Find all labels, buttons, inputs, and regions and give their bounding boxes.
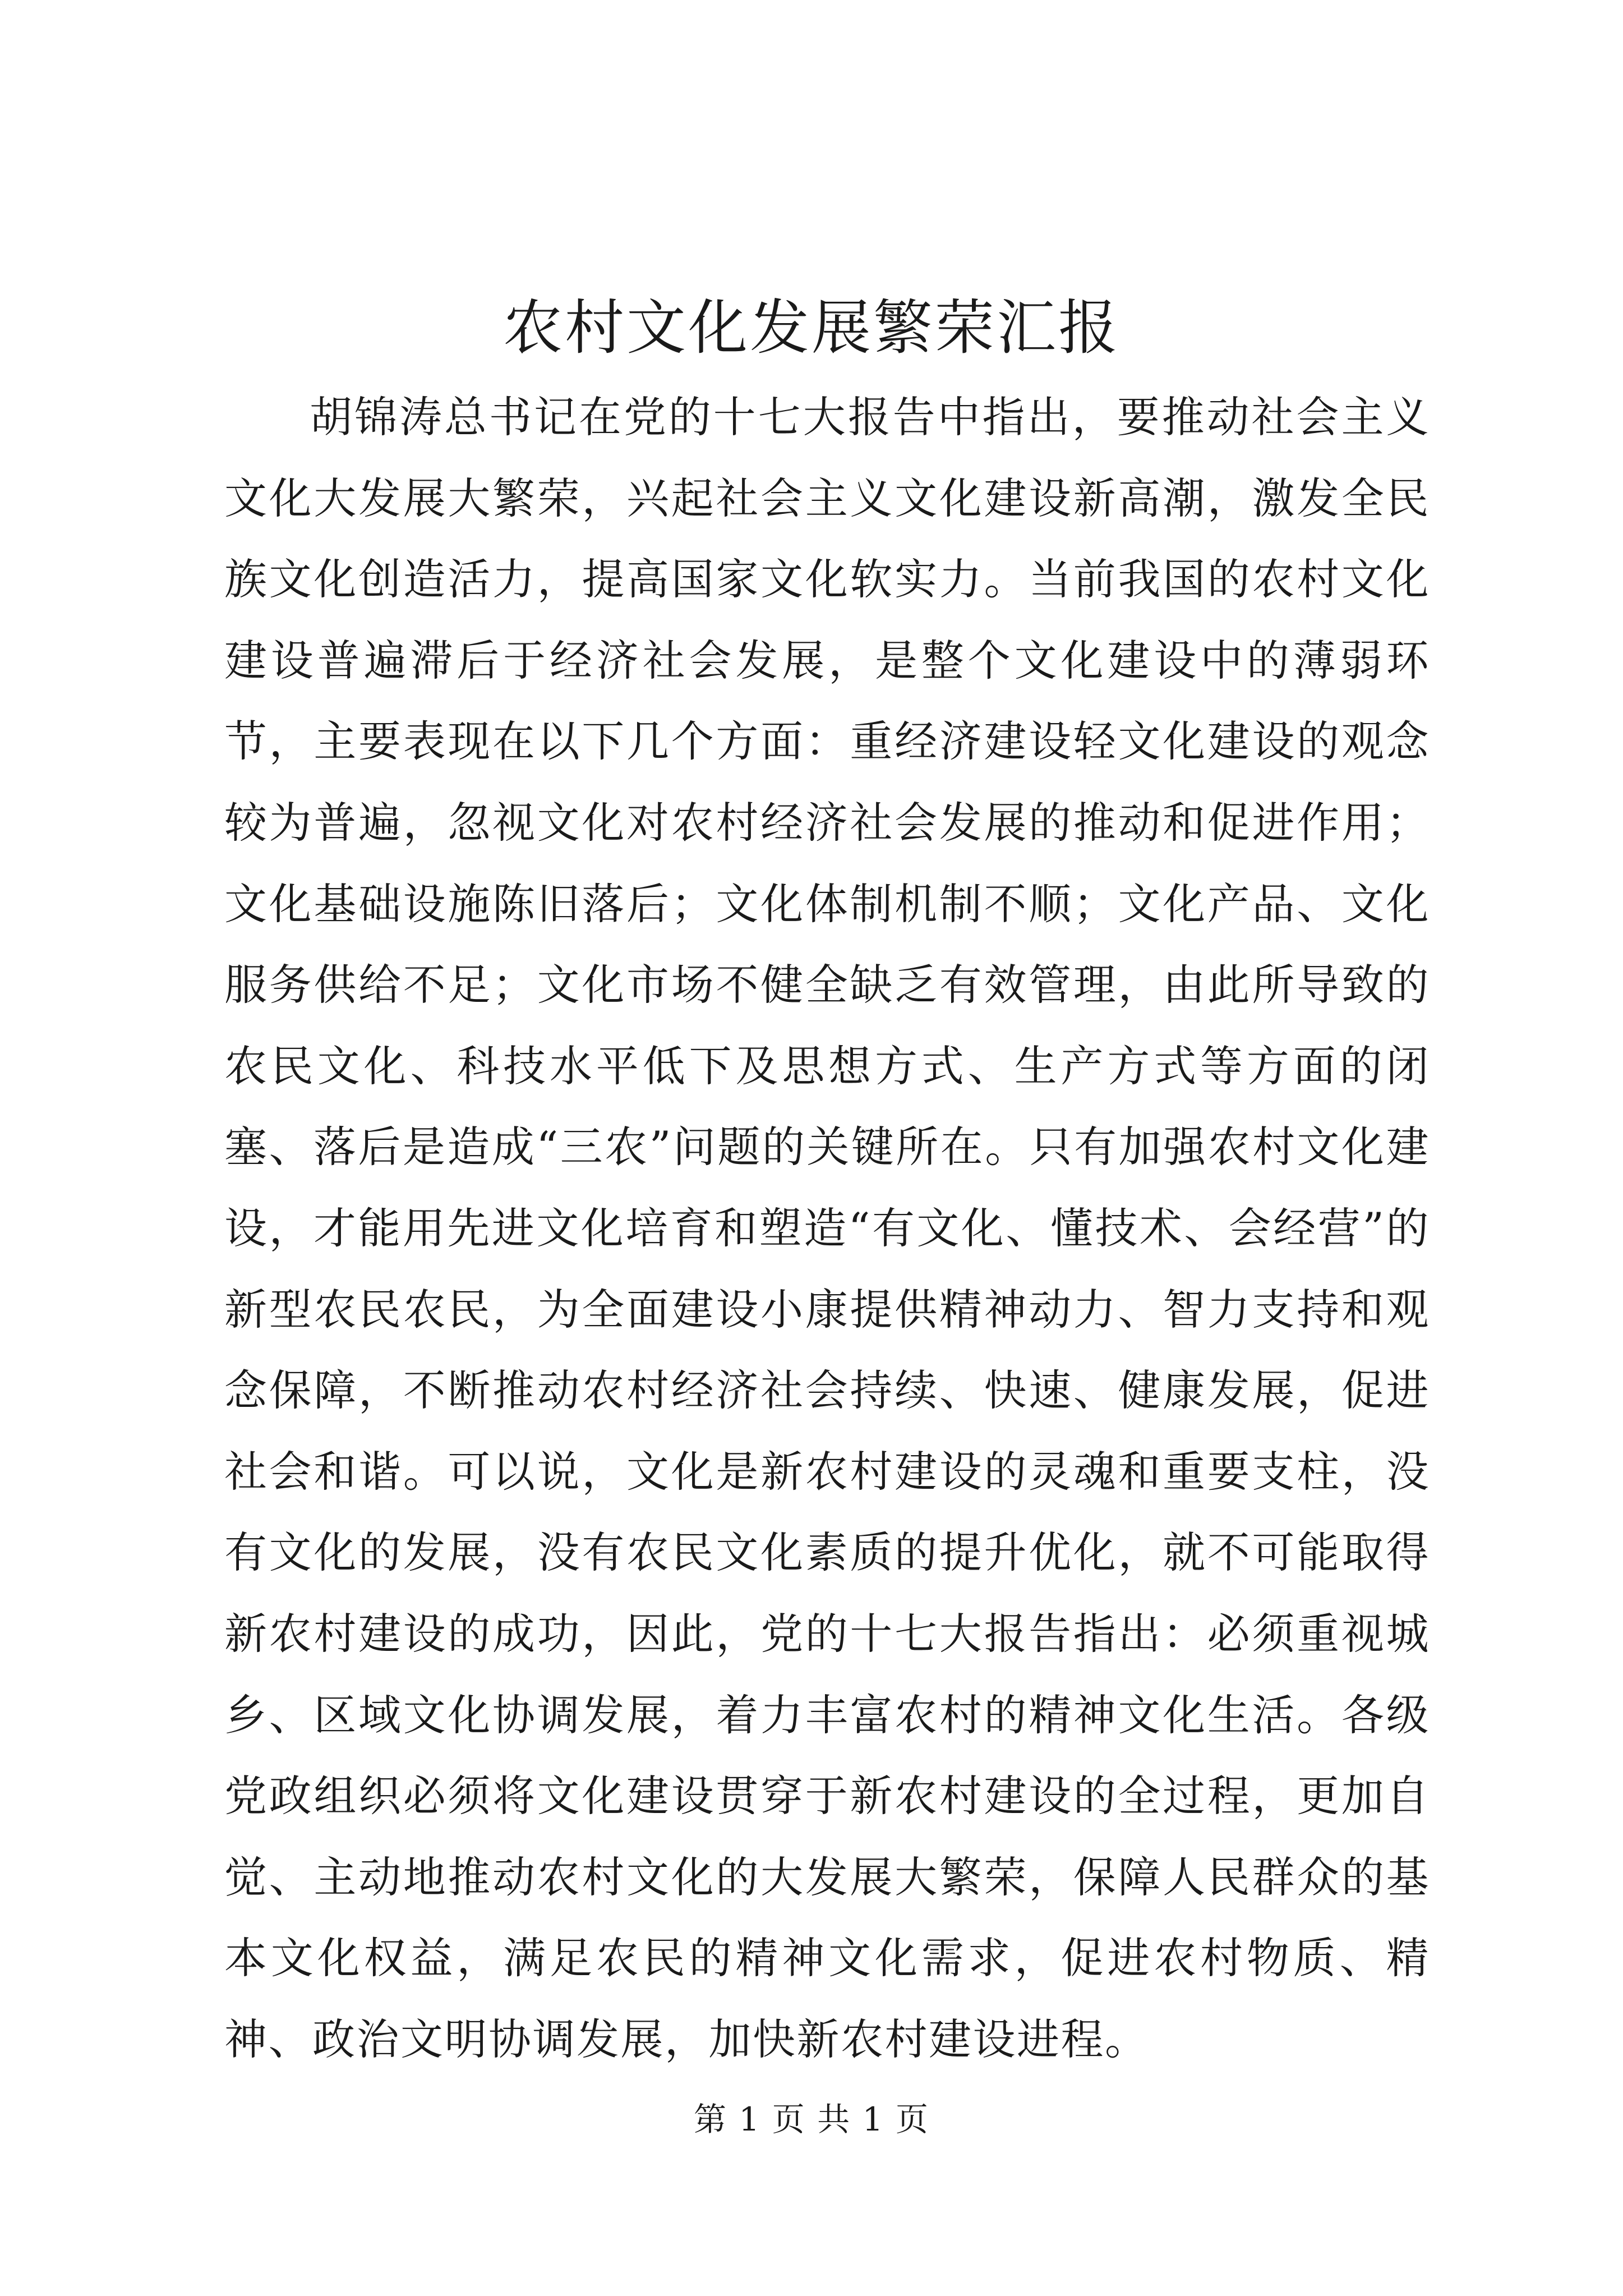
body-paragraph: 胡锦涛总书记在党的十七大报告中指出，要推动社会主义文化大发展大繁荣，兴起社会主义文化建设新高潮，激发全民族文化创造活力，提高国家文化软实力。当前我国的农村文化建设普遍滞后于经济社会发展，是整个文化建设中的薄弱环节，主要表现在以下几个方面：重经济建设轻文化建设的观念较为普遍，忽视文化对农村经济社会发展的推动和促进作用；文化基础设施陈旧落后；文化体制机制不顺；文化产品、文化服务供给不足；文化市场不健全缺乏有效管理，由此所导致的农民文化、科技水平低下及思想方式、生产方式等方面的闭塞、落后是造成“三农”问题的关键所在。只有加强农村文化建设，才能用先进文化培育和塑造“有文化、懂技术、会经营”的新型农民农民，为全面建设小康提供精神动力、智力支持和观念保障，不断推动农村经济社会持续、快速、健康发展，促进社会和谐。可以说，文化是新农村建设的灵魂和重要支柱，没有文化的发展，没有农民文化素质的提升优化，就不可能取得新农村建设的成功，因此，党的十七大报告指出：必须重视城乡、区域文化协调发展，着力丰富农村的精神文化生活。各级党政组织必须将文化建设贯穿于新农村建设的全过程，更加自觉、主动地推动农村文化的大发展大繁荣，保障人民群众的基本文化权益，满足农民的精神文化需求，促进农村物质、精神、政治文明协调发展，加快新农村建设进程。 xyxy=(224,392,1430,2064)
document-title: 农村文化发展繁荣汇报 xyxy=(503,293,1120,362)
page-number-footer: 第 1 页 共 1 页 xyxy=(694,2100,929,2138)
